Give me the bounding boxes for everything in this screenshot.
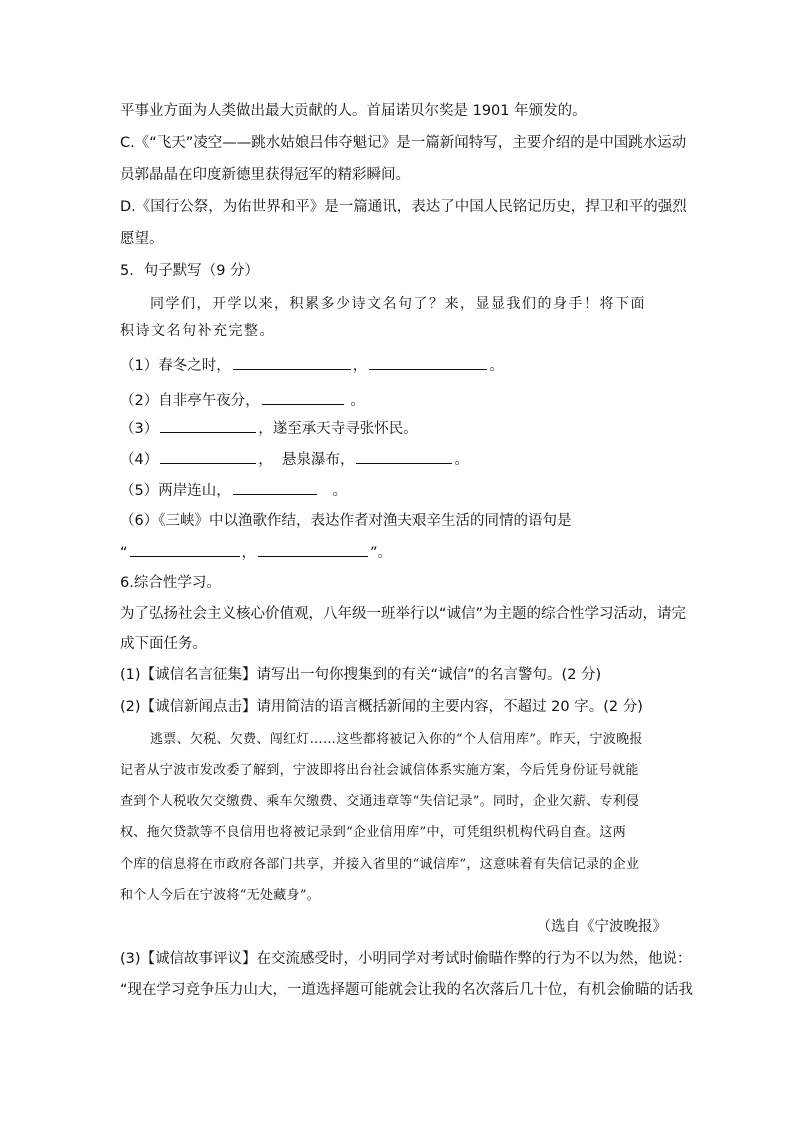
recite-item-2 bbox=[120, 390, 365, 411]
answer-blank[interactable] bbox=[258, 542, 368, 557]
item-end: 。 bbox=[332, 483, 348, 499]
recite-item-3 bbox=[120, 418, 418, 439]
item-prefix: （4） bbox=[120, 452, 159, 468]
answer-blank[interactable] bbox=[160, 418, 256, 433]
answer-blank[interactable] bbox=[160, 449, 256, 464]
task-1: (1)【诚信名言征集】请写出一句你搜集到的有关“诚信”的名言警句。(2 分) bbox=[120, 667, 602, 683]
recite-item-4 bbox=[120, 449, 469, 470]
item-prefix: （3） bbox=[120, 421, 159, 437]
news-line: 逃票、欠税、欠费、闯红灯……这些都将被记入你的“个人信用库”。昨天，宁波晚报 bbox=[150, 732, 643, 747]
text-line: 成下面任务。 bbox=[120, 636, 207, 652]
question-5-heading: 5．句子默写（9 分） bbox=[120, 263, 260, 279]
item-middle: ， 悬泉瀑布， bbox=[258, 452, 355, 468]
section-6-heading: 6.综合性学习。 bbox=[120, 575, 221, 591]
answer-blank[interactable] bbox=[130, 542, 240, 557]
recite-item-5 bbox=[120, 480, 347, 501]
item-end: 。 bbox=[454, 452, 469, 468]
item-end: 。 bbox=[350, 393, 365, 409]
text-line: “现在学习竞争压力山大，一道选择题可能就会让我的名次落后几十位，有机会偷瞄的话我 bbox=[120, 982, 694, 998]
text-line: C.《“飞天”凌空——跳水姑娘吕伟夺魁记》是一篇新闻特写，主要介绍的是中国跳水运动 bbox=[120, 135, 687, 151]
item-separator: ， bbox=[241, 545, 257, 561]
text-line: 员郭晶晶在印度新德里获得冠军的精彩瞬间。 bbox=[120, 167, 410, 183]
task-2: (2)【诚信新闻点击】请用简洁的语言概括新闻的主要内容，不超过 20 字。(2 分) bbox=[120, 699, 643, 715]
intro-line: 积诗文名句补充完整。 bbox=[120, 323, 275, 339]
recite-item-1 bbox=[120, 355, 504, 376]
item-prefix: （1）春冬之时， bbox=[120, 358, 231, 374]
news-line: 个库的信息将在市政府各部门共享，并接入省里的“诚信库”，这意味着有失信记录的企业 bbox=[120, 857, 640, 872]
intro-line: 同学们，开学以来，积累多少诗文名句了？来，显显我们的身手！将下面 bbox=[150, 296, 646, 312]
news-line: 查到个人税收欠交缴费、乘车欠缴费、交通违章等“失信记录”。同时，企业欠薪、专利侵 bbox=[120, 794, 640, 809]
recite-item-6: （6）《三峡》中以渔歌作结，表达作者对渔夫艰辛生活的同情的语句是 bbox=[120, 513, 572, 529]
news-line: 记者从宁波市发改委了解到，宁波即将出台社会诚信体系实施方案，今后凭身份证号就能 bbox=[120, 763, 639, 778]
answer-blank[interactable] bbox=[369, 355, 487, 370]
item-end: ”。 bbox=[370, 545, 393, 561]
text-line: 平事业方面为人类做出最大贡献的人。首届诺贝尔奖是 1901 年颁发的。 bbox=[120, 103, 587, 119]
text-line: 为了弘扬社会主义核心价值观，八年级一班举行以“诚信”为主题的综合性学习活动，请完 bbox=[120, 606, 687, 622]
text-line: 愿望。 bbox=[120, 231, 164, 247]
text-line: D.《国行公祭，为佑世界和平》是一篇通讯，表达了中国人民铭记历史，捍卫和平的强烈 bbox=[120, 199, 687, 215]
answer-blank[interactable] bbox=[233, 355, 351, 370]
answer-blank[interactable] bbox=[233, 480, 317, 495]
item-end: 。 bbox=[489, 358, 504, 374]
answer-blank[interactable] bbox=[356, 449, 452, 464]
item-end: ，遂至承天寺寻张怀民。 bbox=[258, 421, 418, 437]
open-quote: “ bbox=[120, 545, 128, 561]
news-line: 权、拖欠贷款等不良信用也将被记录到“企业信用库”中，可凭组织机构代码自查。这两 bbox=[120, 825, 626, 840]
recite-item-6-answer bbox=[120, 542, 392, 563]
item-separator: ， bbox=[352, 358, 368, 374]
news-line: 和个人今后在宁波将“无处藏身”。 bbox=[120, 888, 321, 903]
news-source: （选自《宁波晚报》 bbox=[536, 919, 667, 935]
task-3: (3)【诚信故事评议】在交流感受时，小明同学对考试时偷瞄作弊的行为不以为然，他说： bbox=[120, 951, 692, 967]
item-prefix: （2）自非亭午夜分， bbox=[120, 393, 260, 409]
item-prefix: （5）两岸连山， bbox=[120, 483, 231, 499]
answer-blank[interactable] bbox=[262, 390, 344, 405]
